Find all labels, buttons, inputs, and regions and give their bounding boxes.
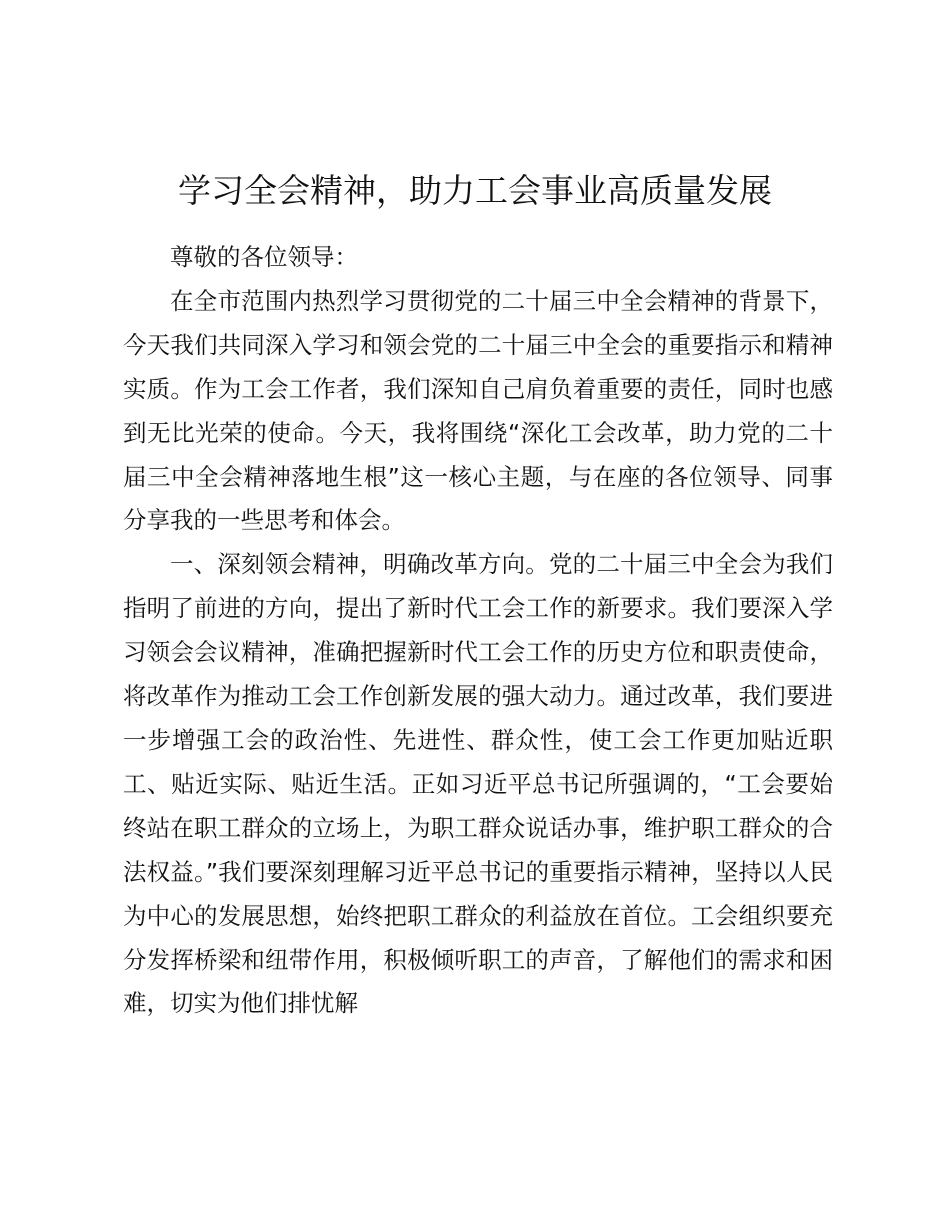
paragraph-section-one: 一、深刻领会精神，明确改革方向。党的二十届三中全会为我们指明了前进的方向，提出了新时代工会工作的新要求。我们要深入学习领会会议精神，准确把握新时代工会工作的历史方位和职责使命，将改革作为推动工会工作创新发展的强大动力。通过改革，我们要进一步增强工会的政治性、先进性、群众性，使工会工作更加贴近职工、贴近实际、贴近生活。正如习近平总书记所强调的，“工会要始终站在职工群众的立场上，为职工群众说话办事，维护职工群众的合法权益。”我们要深刻理解习近平总书记的重要指示精神，坚持以人民为中心的发展思想，始终把职工群众的利益放在首位。工会组织要充分发挥桥梁和纽带作用，积极倾听职工的声音，了解他们的需求和困难，切实为他们排忧解 [123,550,833,1018]
document-title: 学习全会精神，助力工会事业高质量发展 [178,171,772,210]
paragraph-intro: 在全市范围内热烈学习贯彻党的二十届三中全会精神的背景下，今天我们共同深入学习和领会党的二十届三中全会的重要指示和精神实质。作为工会工作者，我们深知自己肩负着重要的责任，同时也感到无比光荣的使命。今天，我将围绕“深化工会改革，助力党的二十届三中全会精神落地生根”这一核心主题，与在座的各位领导、同事分享我的一些思考和体会。 [123,286,833,535]
document-body [123,236,833,1026]
salutation: 尊敬的各位领导： [170,243,358,271]
